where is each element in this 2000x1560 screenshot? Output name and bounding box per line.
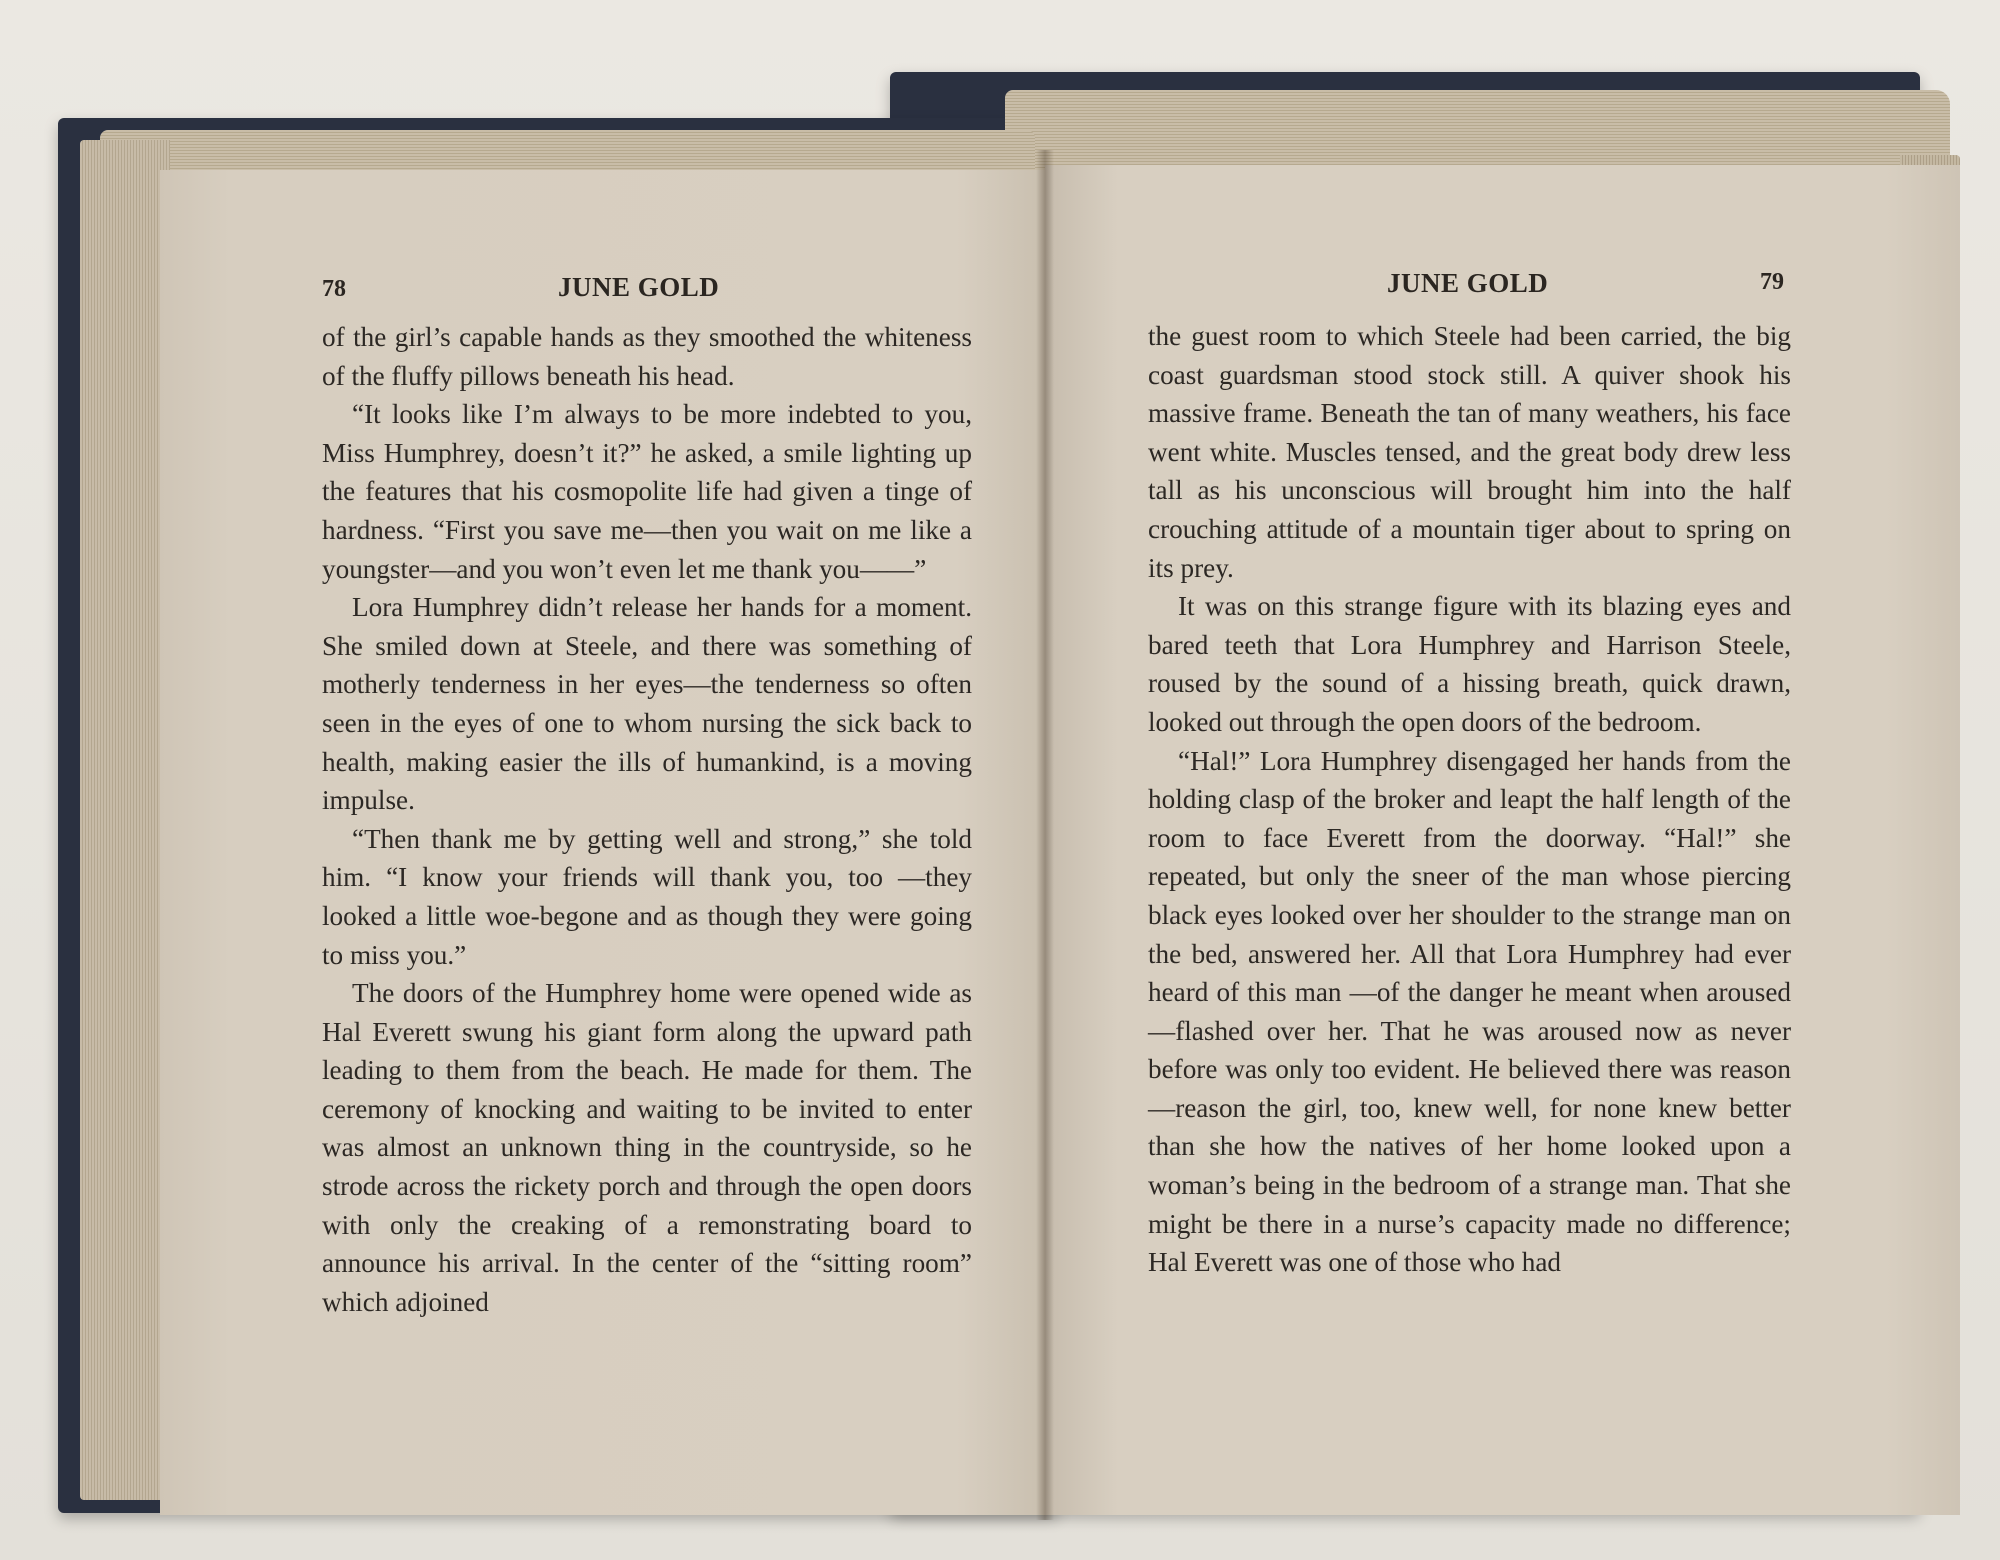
left-page — [160, 170, 1045, 1515]
right-page — [1045, 165, 1960, 1515]
running-head: JUNE GOLD — [558, 272, 720, 302]
body-text — [1148, 317, 1791, 1282]
body-text — [322, 318, 972, 1321]
page-edges-left — [80, 140, 170, 1500]
page-number: 79 — [1760, 269, 1784, 295]
running-head: JUNE GOLD — [1387, 268, 1549, 298]
paragraph: It was on this strange figure with its blazing eyes and bared teeth that Lora Humphrey and Harrison Steele, roused by the sound of a hissing breath, quick drawn, looked out through the open doors of the bedroom. — [1148, 591, 1791, 737]
paragraph: of the girl’s capable hands as they smoothed the whiteness of the fluffy pillows beneath his head. — [322, 322, 972, 391]
book-gutter — [1036, 150, 1054, 1520]
paragraph: The doors of the Humphrey home were opened wide as Hal Everett swung his giant form along the upward path leading to them from the beach. He made for them. The ceremony of knocking and waiting to be invited to enter was almost an unknown thing in the countryside, so he strode across the rickety porch and through the open doors with only the creaking of a remonstrating board to announce his arrival. In the center of the “sitting room” which adjoined — [322, 978, 972, 1317]
paragraph: “It looks like I’m always to be more indebted to you, Miss Humphrey, doesn’t it?” he asked, a smile lighting up the features that his cosmopolite life had given a tinge of hardness. “First you save me—then you wait on me like a youngster—and you won’t even let me thank you——” — [322, 399, 972, 584]
paragraph: Lora Humphrey didn’t release her hands for a moment. She smiled down at Steele, and there was something of motherly tenderness in her eyes—the tenderness so often seen in the eyes of one to whom nursing the sick back to health, making easier the ills of humankind, is a moving impulse. — [322, 592, 972, 816]
paragraph: the guest room to which Steele had been carried, the big coast guardsman stood stock still. A quiver shook his massive frame. Beneath the tan of many weathers, his face went white. Muscles tensed, and the great body drew less tall as his unconscious will brought him into the half crouching attitude of a mountain tiger about to spring on its prey. — [1148, 321, 1791, 583]
page-edges-top-right — [1005, 90, 1950, 170]
paragraph: “Hal!” Lora Humphrey disengaged her hands from the holding clasp of the broker and leapt the half length of the room to face Everett from the doorway. “Hal!” she repeated, but only the sneer of the man whose piercing black eyes looked over her shoulder to the strange man on the bed, answered her. All that Lora Humphrey had ever heard of this man —of the danger he meant when aroused—flashed over her. That he was aroused now as never before was only too evident. He believed there was reason—reason the girl, too, knew well, for none knew better than she how the natives of her home looked upon a woman’s being in the bedroom of a strange man. That she might be there in a nurse’s capacity made no difference; Hal Everett was one of those who had — [1148, 745, 1791, 1278]
paragraph: “Then thank me by getting well and strong,” she told him. “I know your friends will thank you, too —they looked a little woe-begone and as though they were going to miss you.” — [322, 823, 972, 970]
page-number: 78 — [322, 276, 346, 302]
